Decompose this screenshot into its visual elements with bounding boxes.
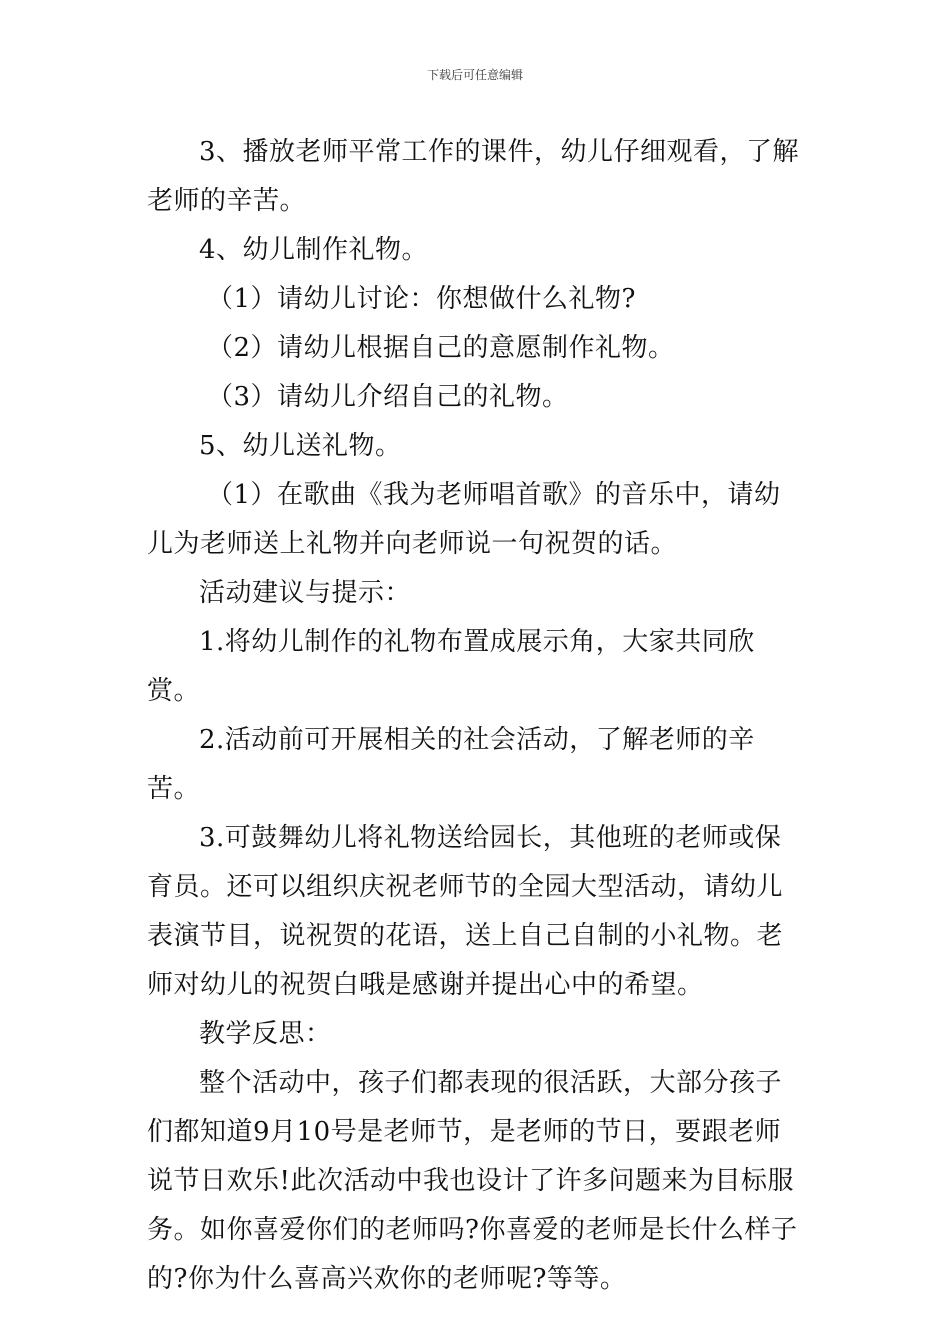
section-heading: 教学反思： xyxy=(199,1019,332,1049)
paragraph: 1.将幼儿制作的礼物布置成展示角，大家共同欣赏。 xyxy=(147,627,755,706)
paragraph: （1）在歌曲《我为老师唱首歌》的音乐中，请幼儿为老师送上礼物并向老师说一句祝贺的话。 xyxy=(147,480,781,559)
paragraph: （3）请幼儿介绍自己的礼物。 xyxy=(207,382,569,412)
paragraph: （1）请幼儿讨论：你想做什么礼物? xyxy=(207,284,636,314)
paragraph: 3、播放老师平常工作的课件，幼儿仔细观看，了解老师的辛苦。 xyxy=(147,137,800,216)
section-heading: 活动建议与提示： xyxy=(199,578,412,608)
paragraph: 4、幼儿制作礼物。 xyxy=(199,235,429,265)
paragraph: （2）请幼儿根据自己的意愿制作礼物。 xyxy=(207,333,675,363)
paragraph: 2.活动前可开展相关的社会活动，了解老师的辛苦。 xyxy=(147,725,755,804)
paragraph: 3.可鼓舞幼儿将礼物送给园长，其他班的老师或保育员。还可以组织庆祝老师节的全园大型活动，请幼儿表演节目，说祝贺的花语，送上自己自制的小礼物。老师对幼儿的祝贺白哦是感谢并提出心中的希望。 xyxy=(147,823,784,1000)
paragraph: 5、幼儿送礼物。 xyxy=(199,431,402,461)
paragraph: 整个活动中，孩子们都表现的很活跃，大部分孩子们都知道9月10号是老师节，是老师的节日，要跟老师说节日欢乐!此次活动中我也设计了许多问题来为目标服务。如你喜爱你们的老师吗?你喜爱的老师是长什么样子的?你为什么喜高兴欢你的老师呢?等等。 xyxy=(147,1068,798,1294)
page-header: 下载后可任意编辑 xyxy=(426,68,523,82)
document-body xyxy=(147,128,807,1304)
